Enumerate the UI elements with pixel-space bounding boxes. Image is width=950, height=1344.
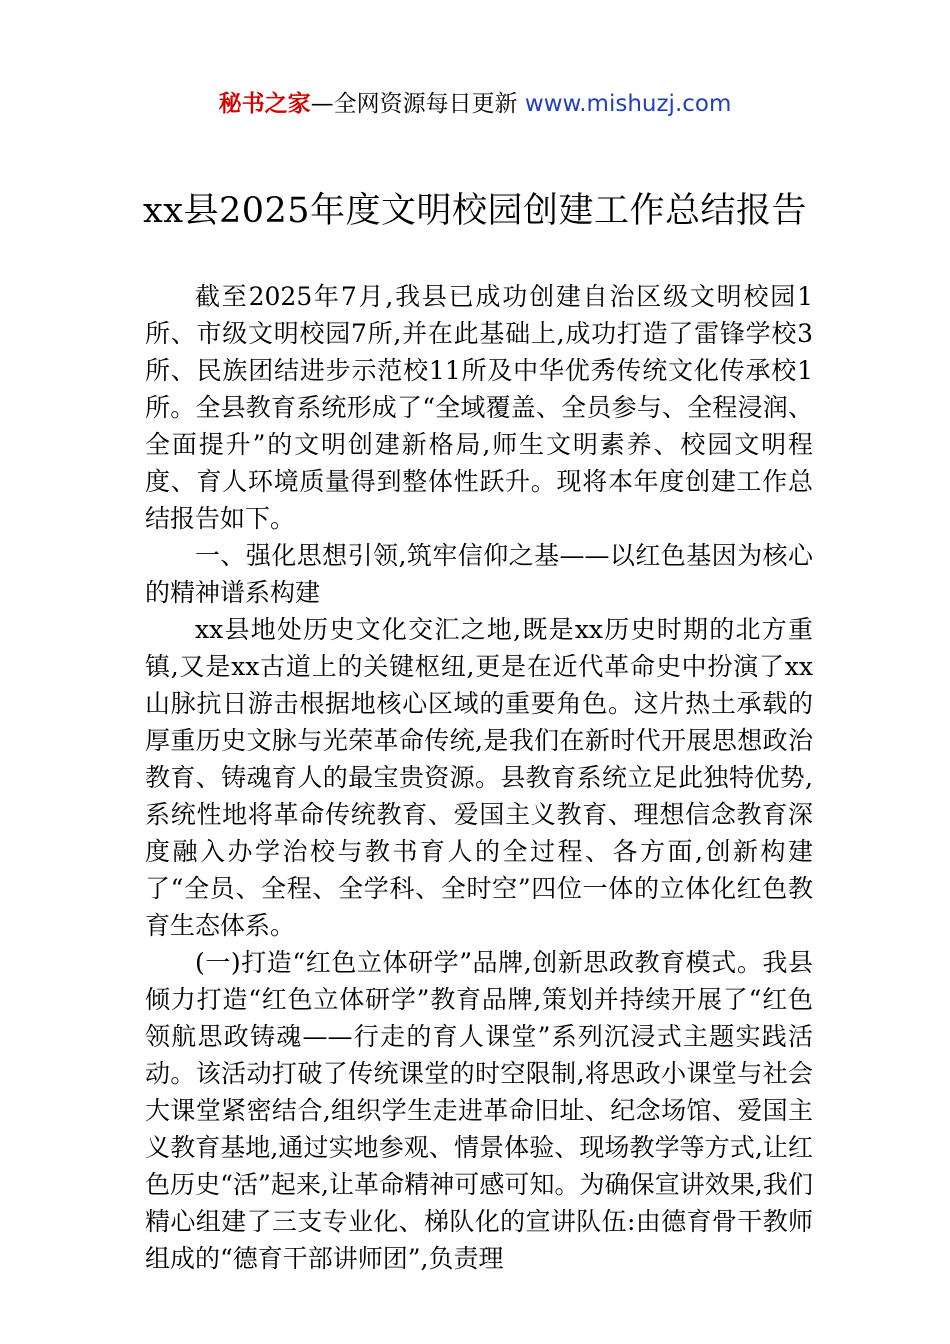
document-body <box>145 278 813 1277</box>
site-url-link[interactable]: www.mishuzj.com <box>524 91 732 117</box>
body-paragraph: (一)打造“红色立体研学”品牌,创新思政教育模式。我县倾力打造“红色立体研学”教育品牌,策划并持续开展了“红色领航思政铸魂——行走的育人课堂”系列沉浸式主题实践活动。该活动打破了传统课堂的时空限制,将思政小课堂与社会大课堂紧密结合,组织学生走进革命旧址、纪念场馆、爱国主义教育基地,通过实地参观、情景体验、现场教学等方式,让红色历史“活”起来,让革命精神可感可知。为确保宣讲效果,我们精心组建了三支专业化、梯队化的宣讲队伍:由德育骨干教师组成的“德育干部讲师团”,负责理 <box>145 948 813 1273</box>
site-header <box>0 86 950 122</box>
section-heading: 一、强化思想引领,筑牢信仰之基——以红色基因为核心的精神谱系构建 <box>145 541 813 607</box>
document-title: xx县2025年度文明校园创建工作总结报告 <box>142 191 808 231</box>
site-brand: 秘书之家 <box>218 91 311 117</box>
intro-paragraph: 截至2025年7月,我县已成功创建自治区级文明校园1所、市级文明校园7所,并在此基础上,成功打造了雷锋学校3所、民族团结进步示范校11所及中华优秀传统文化传承校1所。全县教育系统形成了“全域覆盖、全员参与、全程浸润、全面提升”的文明创建新格局,师生文明素养、校园文明程度、育人环境质量得到整体性跃升。现将本年度创建工作总结报告如下。 <box>145 282 813 533</box>
body-paragraph: xx县地处历史文化交汇之地,既是xx历史时期的北方重镇,又是xx古道上的关键枢纽,更是在近代革命史中扮演了xx山脉抗日游击根据地核心区域的重要角色。这片热土承载的厚重历史文脉与光荣革命传统,是我们在新时代开展思想政治教育、铸魂育人的最宝贵资源。县教育系统立足此独特优势,系统性地将革命传统教育、爱国主义教育、理想信念教育深度融入办学治校与教书育人的全过程、各方面,创新构建了“全员、全程、全学科、全时空”四位一体的立体化红色教育生态体系。 <box>145 615 813 940</box>
site-tagline: —全网资源每日更新 <box>310 91 525 117</box>
